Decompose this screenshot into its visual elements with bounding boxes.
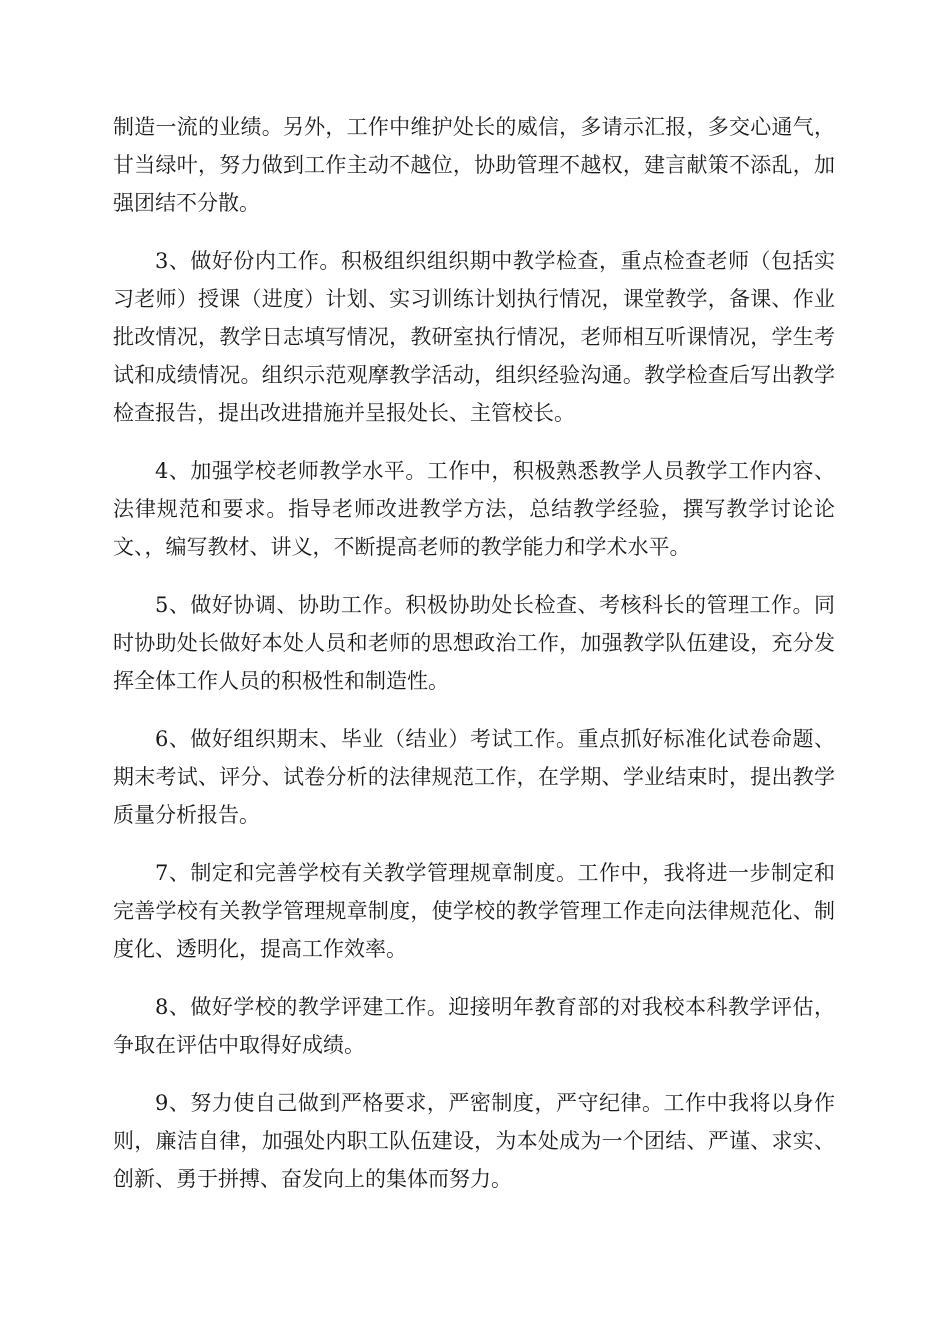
paragraph-item-3: 3、做好份内工作。积极组织组织期中教学检查，重点检查老师（包括实习老师）授课（进度）计划、实习训练计划执行情况，课堂教学，备课、作业批改情况，教学日志填写情况，教研室执行情况，老师相互听课情况，学生考试和成绩情况。组织示范观摩教学活动，组织经验沟通。教学检查后写出教学检查报告，提出改进措施并呈报处长、主管校长。 — [113, 249, 835, 425]
paragraph-item-7: 7、制定和完善学校有关教学管理规章制度。工作中，我将进一步制定和完善学校有关教学管理规章制度，使学校的教学管理工作走向法律规范化、制度化、透明化，提高工作效率。 — [113, 861, 835, 961]
paragraph-continuation: 制造一流的业绩。另外，工作中维护处长的威信，多请示汇报，多交心通气，甘当绿叶，努力做到工作主动不越位，协助管理不越权，建言献策不添乱，加强团结不分散。 — [113, 115, 835, 215]
paragraph-item-5: 5、做好协调、协助工作。积极协助处长检查、考核科长的管理工作。同时协助处长做好本处人员和老师的思想政治工作，加强教学队伍建设，充分发挥全体工作人员的积极性和制造性。 — [113, 593, 835, 693]
document-body — [113, 108, 835, 1218]
paragraph-item-9: 9、努力使自己做到严格要求，严密制度，严守纪律。工作中我将以身作则，廉洁自律，加强处内职工队伍建设，为本处成为一个团结、严谨、求实、创新、勇于拼搏、奋发向上的集体而努力。 — [113, 1091, 835, 1191]
paragraph-item-6: 6、做好组织期末、毕业（结业）考试工作。重点抓好标准化试卷命题、期末考试、评分、试卷分析的法律规范工作，在学期、学业结束时，提出教学质量分析报告。 — [113, 727, 835, 827]
paragraph-item-8: 8、做好学校的教学评建工作。迎接明年教育部的对我校本科教学评估，争取在评估中取得好成绩。 — [113, 995, 835, 1057]
paragraph-item-4: 4、加强学校老师教学水平。工作中，积极熟悉教学人员教学工作内容、法律规范和要求。指导老师改进教学方法，总结教学经验，撰写教学讨论论文、，编写教材、讲义，不断提高老师的教学能力和学术水平。 — [113, 459, 835, 559]
